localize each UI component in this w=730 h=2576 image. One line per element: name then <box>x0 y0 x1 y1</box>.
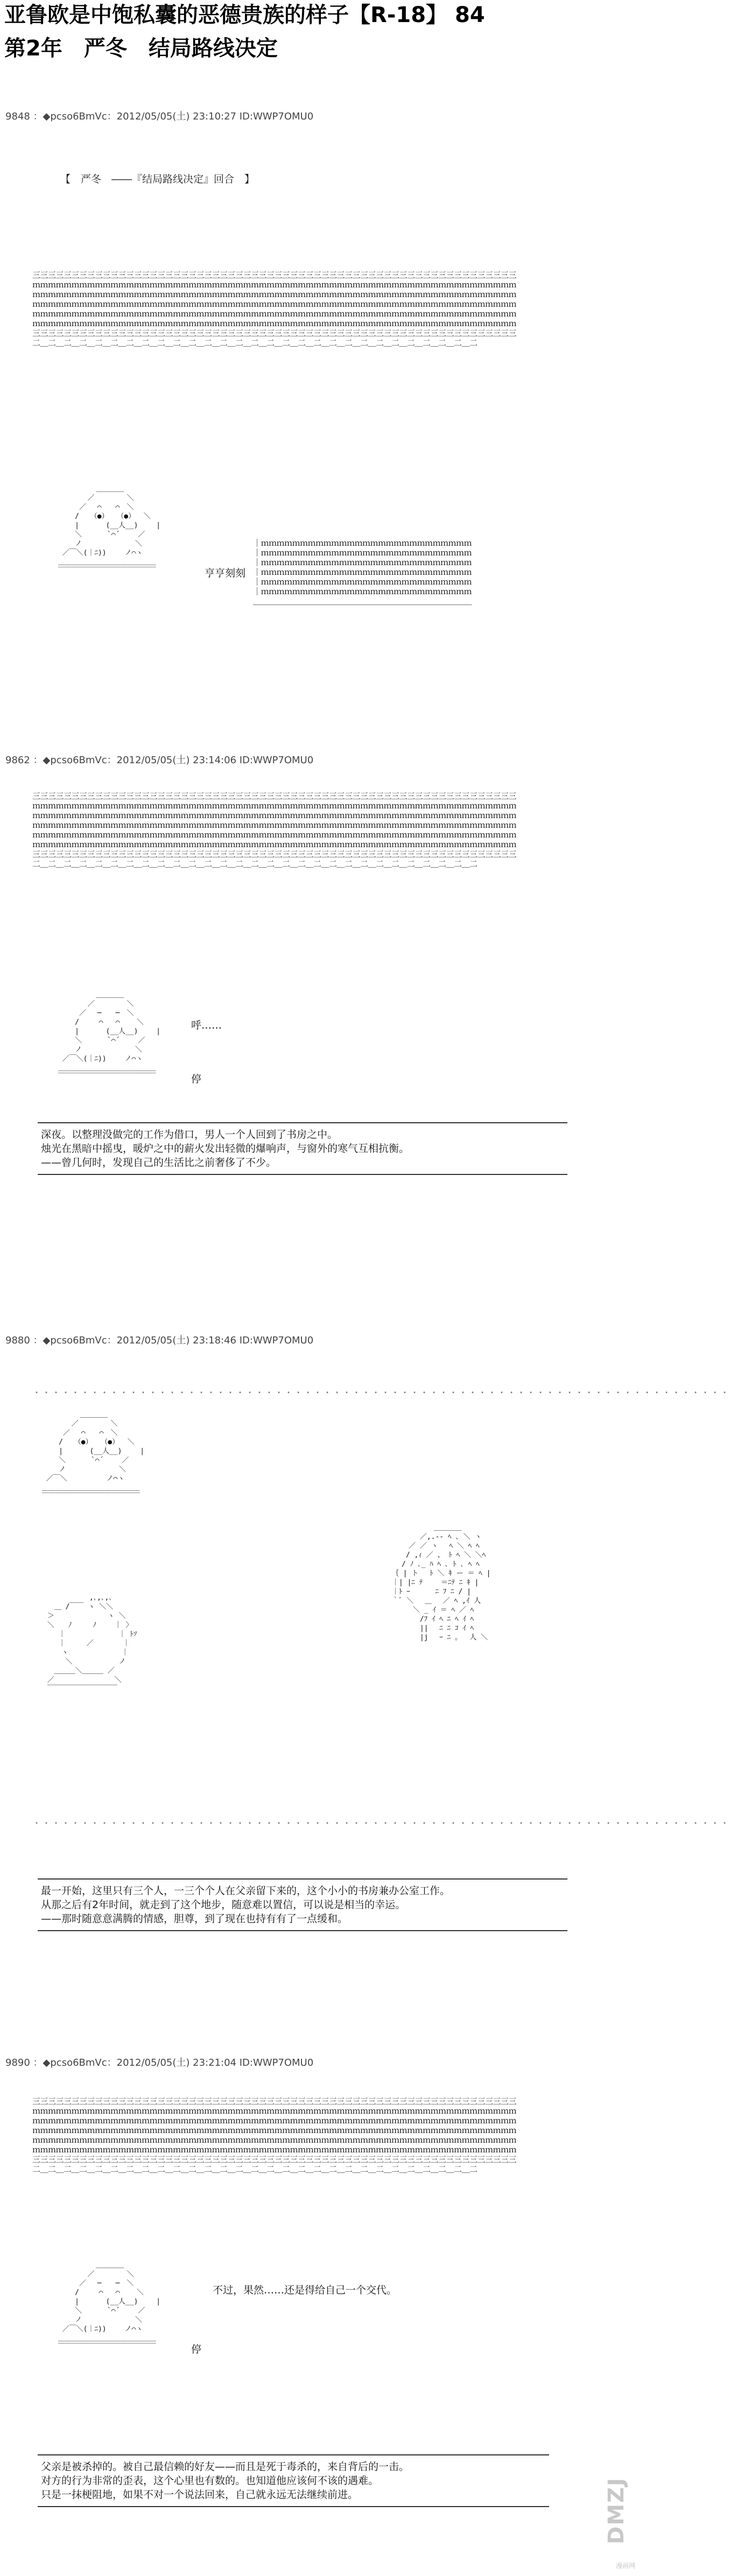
dotted-separator: ・・・・・・・・・・・・・・・・・・・・・・・・・・・・・・・・・・・・・・・・・・・・・・・・・・・・・・・・・・・・・・・・・・・・・・・・ <box>32 1818 730 1828</box>
sound-effect: 亨亨刻刻 <box>205 567 246 579</box>
sound-effect: 停 <box>191 1073 202 1085</box>
ascii-art-wall: 三三三三三三三三三三三三三三三三三三三三三三三三三三三三三三三三三三三三三三三三三三三三三三三三三三三三三三三三三三三三三三 ｍｍｍｍｍｍｍｍｍｍｍｍｍｍｍｍｍｍｍｍｍｍｍｍｍｍｍｍｍｍｍｍｍｍｍｍｍｍｍｍｍｍｍｍｍｍｍｍｍｍｍｍｍｍｍｍｍｍｍｍｍｍ ｍｍｍｍｍｍｍｍｍｍｍｍｍｍｍｍｍｍｍｍｍｍｍｍｍｍｍｍｍｍｍｍｍｍｍｍｍｍｍｍｍｍｍｍｍｍｍｍｍｍｍｍｍｍｍｍｍｍｍｍｍｍ ｍｍｍｍｍｍｍｍｍｍｍｍｍｍｍｍｍｍｍｍｍｍｍｍｍｍｍｍｍｍｍｍｍｍｍｍｍｍｍｍｍｍｍｍｍｍｍｍｍｍｍｍｍｍｍｍｍｍｍｍｍｍ ｍｍｍｍｍｍｍｍｍｍｍｍｍｍｍｍｍｍｍｍｍｍｍｍｍｍｍｍｍｍｍｍｍｍｍｍｍｍｍｍｍｍｍｍｍｍｍｍｍｍｍｍｍｍｍｍｍｍｍｍｍｍ ｍｍｍｍｍｍｍｍｍｍｍｍｍｍｍｍｍｍｍｍｍｍｍｍｍｍｍｍｍｍｍｍｍｍｍｍｍｍｍｍｍｍｍｍｍｍｍｍｍｍｍｍｍｍｍｍｍｍｍｍｍｍ 三三三三三三三三三三三三三三三三三三三三三三三三三三三三三三三三三三三三三三三三三三三三三三三三三三三三三三三三三三三三三三 二＿二＿二＿二＿二＿二＿二＿二＿二＿二＿二＿二＿二＿二＿二＿二＿二＿二＿二＿二＿二＿二＿二＿二＿二＿二＿二＿二＿二 <box>32 2096 517 2174</box>
ascii-art-character: ＿＿＿＿ ／ ＼ ／ ⌒ ⌒ ＼ / （●） （●） ＼ | (__人__) | ＼ `⌒´ ／ ノ ＼ ／￣＼(｜ﾆ)) ノ⌒ヽ ＿＿＿＿＿＿＿＿＿＿＿＿＿＿ ￣￣￣￣￣￣￣￣￣￣￣￣￣￣ <box>58 485 161 575</box>
post-header: 9848 ：◆pcso6BmVc：2012/05/05(土) 23:10:27 ID:WWP7OMU0 <box>5 111 314 122</box>
ascii-art-character: ＿＿＿＿ ／ ＼ ／ ─ ─ ＼ / ⌒ ⌒ ＼ | (__人__) | ＼ `⌒´ ／ ノ ＼ ／￣＼(｜ﾆ)) ノ⌒ヽ ＿＿＿＿＿＿＿＿＿＿＿＿＿＿ ￣￣￣￣￣￣￣￣￣￣￣￣￣￣ <box>58 991 161 1081</box>
narration-line: 只是一抹梗阻地，如果不对一个说法回来，自己就永远无法继续前进。 <box>41 2489 359 2501</box>
narration-line: 深夜。以整理没做完的工作为借口，男人一个人回到了书房之中。 <box>41 1129 338 1141</box>
ascii-art-character-side: ＿＿＿＿ ／,.-‐ ﾍ ､ ＼ ヽ ／ ／ ヽ ﾍ ＼ ﾍ ﾍ / ,ｨ ／ 、 ﾄ ﾍ ＼ ＼ﾍ / ﾉ ､_ ﾊ ﾍ ､ ﾄ ､ ﾍ ﾍ ｛ | ト ﾄ ＼ ｷ ー ＝ ﾍ | ｜| |ﾆ ﾃ ＝ﾆﾃ ﾆ ｷ | ｜ﾄ ｰ ﾆ ﾌ ﾆ / | ｀ﾞ ＼ ＿ ／ ﾍ ,ｲ 人 ＼ _ ｲ ＝ ﾍ ／ ﾍ /ﾌ ｲ ﾍ ﾆ ﾍ ｲ ﾍ || ﾆ ﾆ ｺ ｲ ﾍ |j ｰ ﾆ ｡ 人 ＼ <box>391 1524 491 1642</box>
ascii-art-character-back: ,､,､,､ ＿ /￣￣ ヽ ＼＼ ＞ ヽ ＼ ＼ ﾉ ﾉ ｜ 〉 ｜ ｜ ﾄｿ ｜ ／ ｜ ヽ ｜ ＼ ノ ＿＿＿＼＿＿＿ ／ ／ ＼ ￣￣￣￣￣￣￣￣￣￣ <box>47 1594 137 1693</box>
site-watermark-text: 漫画网 <box>615 2562 635 2570</box>
site-watermark-logo: DMZJ <box>604 2477 629 2545</box>
narration-box <box>38 1122 567 1175</box>
dotted-separator: ・・・・・・・・・・・・・・・・・・・・・・・・・・・・・・・・・・・・・・・・・・・・・・・・・・・・・・・・・・・・・・・・・・・・・・・・ <box>32 1388 730 1398</box>
narration-line: 从那之后有2年时间，就走到了这个地步，随意难以置信，可以说是相当的幸运。 <box>41 1899 406 1911</box>
sound-effect: 呼…… <box>191 1019 222 1031</box>
narration-line: 对方的行为非常的歪表，这个心里也有数的。也知道他应该何不该的遇难。 <box>41 2475 379 2487</box>
ascii-art-character: ＿＿＿＿ ／ ＼ ／ ─ ─ ＼ / ⌒ ⌒ ＼ | (__人__) | ＼ `⌒´ ／ ノ ＼ ／￣＼(｜ﾆ)) ノ⌒ヽ ＿＿＿＿＿＿＿＿＿＿＿＿＿＿ ￣￣￣￣￣￣￣￣￣￣￣￣￣￣ <box>58 2261 161 2352</box>
post-header: 9862 ：◆pcso6BmVc：2012/05/05(土) 23:14:06 ID:WWP7OMU0 <box>5 755 314 766</box>
ascii-art-character: ＿＿＿＿ ／ ＼ ／ ⌒ ⌒ ＼ / （●） （●） ＼ | (__人__) | ＼ `⌒´ ／ ノ ＼ ／￣＼ ノ⌒ヽ ＿＿＿＿＿＿＿＿＿＿＿＿＿＿ ￣￣￣￣￣￣￣￣￣￣￣￣￣￣ <box>41 1411 145 1501</box>
speech-line: 不过，果然……还是得给自己一个交代。 <box>213 2284 397 2296</box>
ascii-art-wall: 三三三三三三三三三三三三三三三三三三三三三三三三三三三三三三三三三三三三三三三三三三三三三三三三三三三三三三三三三三三三三三 ｍｍｍｍｍｍｍｍｍｍｍｍｍｍｍｍｍｍｍｍｍｍｍｍｍｍｍｍｍｍｍｍｍｍｍｍｍｍｍｍｍｍｍｍｍｍｍｍｍｍｍｍｍｍｍｍｍｍｍｍｍｍ ｍｍｍｍｍｍｍｍｍｍｍｍｍｍｍｍｍｍｍｍｍｍｍｍｍｍｍｍｍｍｍｍｍｍｍｍｍｍｍｍｍｍｍｍｍｍｍｍｍｍｍｍｍｍｍｍｍｍｍｍｍｍ ｍｍｍｍｍｍｍｍｍｍｍｍｍｍｍｍｍｍｍｍｍｍｍｍｍｍｍｍｍｍｍｍｍｍｍｍｍｍｍｍｍｍｍｍｍｍｍｍｍｍｍｍｍｍｍｍｍｍｍｍｍｍ ｍｍｍｍｍｍｍｍｍｍｍｍｍｍｍｍｍｍｍｍｍｍｍｍｍｍｍｍｍｍｍｍｍｍｍｍｍｍｍｍｍｍｍｍｍｍｍｍｍｍｍｍｍｍｍｍｍｍｍｍｍｍ ｍｍｍｍｍｍｍｍｍｍｍｍｍｍｍｍｍｍｍｍｍｍｍｍｍｍｍｍｍｍｍｍｍｍｍｍｍｍｍｍｍｍｍｍｍｍｍｍｍｍｍｍｍｍｍｍｍｍｍｍｍｍ 三三三三三三三三三三三三三三三三三三三三三三三三三三三三三三三三三三三三三三三三三三三三三三三三三三三三三三三三三三三三三三 二＿二＿二＿二＿二＿二＿二＿二＿二＿二＿二＿二＿二＿二＿二＿二＿二＿二＿二＿二＿二＿二＿二＿二＿二＿二＿二＿二＿二 <box>32 791 517 869</box>
sound-effect: 停 <box>191 2343 202 2355</box>
narration-line: 烛光在黑暗中摇曳，暖炉之中的薪火发出轻微的爆响声，与窗外的寒气互相抗衡。 <box>41 1143 410 1155</box>
post-header: 9890 ：◆pcso6BmVc：2012/05/05(土) 23:21:04 ID:WWP7OMU0 <box>5 2057 314 2068</box>
ascii-art-wall: 三三三三三三三三三三三三三三三三三三三三三三三三三三三三三三三三三三三三三三三三三三三三三三三三三三三三三三三三三三三三三三 ｍｍｍｍｍｍｍｍｍｍｍｍｍｍｍｍｍｍｍｍｍｍｍｍｍｍｍｍｍｍｍｍｍｍｍｍｍｍｍｍｍｍｍｍｍｍｍｍｍｍｍｍｍｍｍｍｍｍｍｍｍｍ ｍｍｍｍｍｍｍｍｍｍｍｍｍｍｍｍｍｍｍｍｍｍｍｍｍｍｍｍｍｍｍｍｍｍｍｍｍｍｍｍｍｍｍｍｍｍｍｍｍｍｍｍｍｍｍｍｍｍｍｍｍｍ ｍｍｍｍｍｍｍｍｍｍｍｍｍｍｍｍｍｍｍｍｍｍｍｍｍｍｍｍｍｍｍｍｍｍｍｍｍｍｍｍｍｍｍｍｍｍｍｍｍｍｍｍｍｍｍｍｍｍｍｍｍｍ ｍｍｍｍｍｍｍｍｍｍｍｍｍｍｍｍｍｍｍｍｍｍｍｍｍｍｍｍｍｍｍｍｍｍｍｍｍｍｍｍｍｍｍｍｍｍｍｍｍｍｍｍｍｍｍｍｍｍｍｍｍｍ ｍｍｍｍｍｍｍｍｍｍｍｍｍｍｍｍｍｍｍｍｍｍｍｍｍｍｍｍｍｍｍｍｍｍｍｍｍｍｍｍｍｍｍｍｍｍｍｍｍｍｍｍｍｍｍｍｍｍｍｍｍｍ 三三三三三三三三三三三三三三三三三三三三三三三三三三三三三三三三三三三三三三三三三三三三三三三三三三三三三三三三三三三三三三 二＿二＿二＿二＿二＿二＿二＿二＿二＿二＿二＿二＿二＿二＿二＿二＿二＿二＿二＿二＿二＿二＿二＿二＿二＿二＿二＿二＿二 <box>32 270 517 348</box>
narration-box <box>38 1878 567 1931</box>
narration-line: 最一开始，这里只有三个人，一三个个人在父亲留下来的，这个小小的书房兼办公室工作。 <box>41 1885 451 1897</box>
ascii-art-documents: ｜ｍｍｍｍｍｍｍｍｍｍｍｍｍｍｍｍｍｍｍｍｍｍｍｍｍｍｍ ｜ｍｍｍｍｍｍｍｍｍｍｍｍｍｍｍｍｍｍｍｍｍｍｍｍｍｍｍ ｜ｍｍｍｍｍｍｍｍｍｍｍｍｍｍｍｍｍｍｍｍｍｍｍｍｍｍｍ ｜ｍｍｍｍｍｍｍｍｍｍｍｍｍｍｍｍｍｍｍｍｍｍｍｍｍｍｍ ｜ｍｍｍｍｍｍｍｍｍｍｍｍｍｍｍｍｍｍｍｍｍｍｍｍｍｍｍ ｜ｍｍｍｍｍｍｍｍｍｍｍｍｍｍｍｍｍｍｍｍｍｍｍｍｍｍｍ ＿＿＿＿＿＿＿＿＿＿＿＿＿＿＿＿＿＿＿＿＿＿＿＿＿＿＿＿ <box>253 538 472 606</box>
post-header: 9880 ：◆pcso6BmVc：2012/05/05(土) 23:18:46 ID:WWP7OMU0 <box>5 1335 314 1346</box>
narration-line: ——那时随意意满腾的情感，胆尊，到了现在也持有有了一点缓和。 <box>41 1913 348 1925</box>
page-subtitle: 第2年 严冬 结局路线决定 <box>4 36 278 61</box>
narration-box <box>38 2454 549 2507</box>
chapter-heading: 【 严冬 ――『结局路线决定』回合 】 <box>60 173 255 185</box>
page-title: 亚鲁欧是中饱私囊的恶德贵族的样子【R-18】 84 <box>4 3 485 27</box>
narration-line: ——曾几何时，发现自己的生活比之前奢侈了不少。 <box>41 1157 277 1169</box>
narration-line: 父亲是被杀掉的。被自己最信赖的好友——而且是死于毒杀的，来自背后的一击。 <box>41 2461 410 2473</box>
